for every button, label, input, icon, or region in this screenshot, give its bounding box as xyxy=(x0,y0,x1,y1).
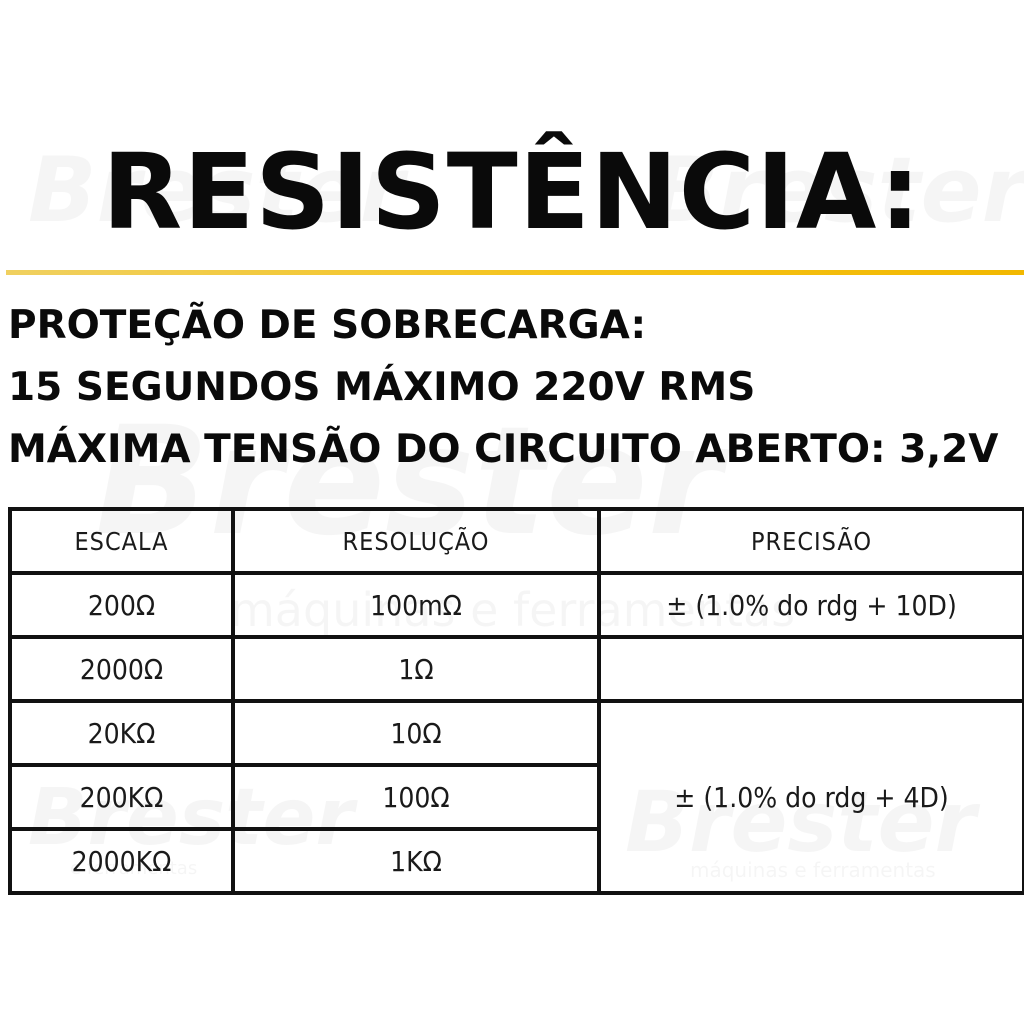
cell-resolucao: 10Ω xyxy=(233,701,599,765)
cell-resolucao: 100Ω xyxy=(233,765,599,829)
cell-escala: 200KΩ xyxy=(10,765,233,829)
resistance-spec-table xyxy=(8,507,1024,895)
cell-escala: 200Ω xyxy=(10,573,233,637)
cell-resolucao: 1KΩ xyxy=(233,829,599,893)
cell-escala: 2000KΩ xyxy=(10,829,233,893)
table-row xyxy=(10,637,1024,701)
spec-overload-protection: PROTEÇÃO DE SOBRECARGA: xyxy=(8,303,647,348)
cell-escala: 20KΩ xyxy=(10,701,233,765)
table-header-row xyxy=(10,509,1024,573)
cell-precisao: ± (1.0% do rdg + 10D) xyxy=(599,573,1024,637)
title-divider xyxy=(6,270,1024,275)
header-precisao: PRECISÃO xyxy=(599,509,1024,573)
table-row xyxy=(10,573,1024,637)
cell-precisao-group: ± (1.0% do rdg + 4D) xyxy=(599,701,1024,893)
header-resolucao: RESOLUÇÃO xyxy=(233,509,599,573)
cell-resolucao: 1Ω xyxy=(233,637,599,701)
cell-precisao-empty xyxy=(599,637,1024,701)
table-row xyxy=(10,701,1024,765)
header-escala: ESCALA xyxy=(10,509,233,573)
cell-resolucao: 100mΩ xyxy=(233,573,599,637)
page-title: RESISTÊNCIA: xyxy=(102,131,922,253)
spec-overload-duration: 15 SEGUNDOS MÁXIMO 220V RMS xyxy=(8,365,756,410)
spec-open-circuit-voltage: MÁXIMA TENSÃO DO CIRCUITO ABERTO: 3,2V xyxy=(8,427,999,472)
cell-escala: 2000Ω xyxy=(10,637,233,701)
